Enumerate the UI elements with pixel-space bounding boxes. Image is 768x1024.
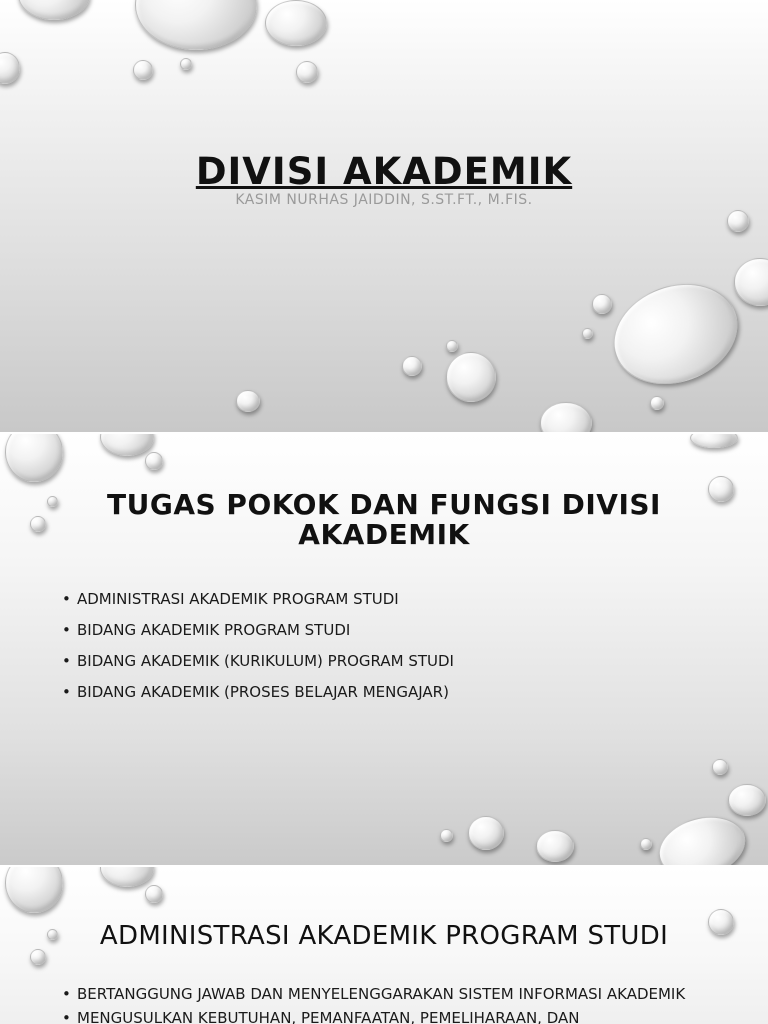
water-drop-decoration: [734, 258, 768, 306]
list-item-text: BIDANG AKADEMIK PROGRAM STUDI: [77, 621, 351, 639]
water-drop-decoration: [30, 516, 46, 532]
bullet-glyph: •: [62, 652, 71, 670]
water-drop-decoration: [100, 867, 154, 887]
water-drop-decoration: [640, 838, 652, 850]
water-drop-decoration: [30, 949, 46, 965]
water-drop-decoration: [100, 434, 154, 456]
list-item: [62, 587, 454, 618]
bullet-glyph: •: [62, 1009, 71, 1024]
water-drop-decoration: [690, 434, 738, 448]
bullet-list: [62, 587, 454, 711]
water-drop-decoration: [145, 452, 163, 470]
slide-title-text: DIVISI AKADEMIK: [195, 150, 573, 193]
water-drop-decoration: [180, 58, 192, 70]
bullet-glyph: •: [62, 985, 71, 1003]
slide-tugas-pokok: [0, 434, 768, 865]
water-drop-decoration: [5, 867, 63, 913]
list-item: [62, 983, 685, 1007]
slide-administrasi: [0, 867, 768, 1024]
water-drop-decoration: [236, 390, 260, 412]
slide-title: [0, 0, 768, 432]
water-drop-decoration: [446, 352, 496, 402]
list-item: [62, 649, 454, 680]
water-drop-decoration: [265, 0, 327, 46]
water-drop-decoration: [536, 830, 574, 862]
water-drop-decoration: [47, 496, 58, 507]
list-item: [62, 680, 454, 711]
water-drop-decoration: [0, 52, 20, 84]
bullet-glyph: •: [62, 683, 71, 701]
water-drop-decoration: [135, 0, 257, 50]
water-drop-decoration: [440, 829, 453, 842]
list-item-text: BERTANGGUNG JAWAB DAN MENYELENGGARAKAN SISTEM INFORMASI AKADEMIK: [77, 985, 686, 1003]
list-item-text: BIDANG AKADEMIK (PROSES BELAJAR MENGAJAR): [77, 683, 449, 701]
water-drop-decoration: [133, 60, 153, 80]
water-drop-decoration: [727, 210, 749, 232]
water-drop-decoration: [296, 61, 318, 83]
water-drop-decoration: [712, 759, 728, 775]
list-item: [62, 1007, 685, 1024]
water-drop-decoration: [599, 267, 751, 401]
water-drop-decoration: [708, 476, 734, 502]
water-drop-decoration: [468, 816, 504, 850]
list-item-text: MENGUSULKAN KEBUTUHAN, PEMANFAATAN, PEMELIHARAAN, DAN: [77, 1009, 580, 1024]
water-drop-decoration: [540, 402, 592, 432]
slide-heading: TUGAS POKOK DAN FUNGSI DIVISI AKADEMIK: [107, 488, 661, 551]
water-drop-decoration: [592, 294, 612, 314]
bullet-glyph: •: [62, 590, 71, 608]
water-drop-decoration: [446, 340, 458, 352]
slide-heading: ADMINISTRASI AKADEMIK PROGRAM STUDI: [99, 921, 669, 951]
water-drop-decoration: [18, 0, 90, 20]
water-drop-decoration: [402, 356, 422, 376]
bullet-list: [62, 983, 685, 1024]
bullet-glyph: •: [62, 621, 71, 639]
water-drop-decoration: [582, 328, 593, 339]
slide-subtitle: KASIM NURHAS JAIDDIN, S.ST.FT., M.FIS.: [235, 192, 533, 208]
water-drop-decoration: [652, 808, 752, 865]
water-drop-decoration: [728, 784, 766, 816]
water-drop-decoration: [650, 396, 664, 410]
water-drop-decoration: [5, 434, 63, 482]
water-drop-decoration: [145, 885, 163, 903]
list-item-text: ADMINISTRASI AKADEMIK PROGRAM STUDI: [77, 590, 399, 608]
list-item-text: BIDANG AKADEMIK (KURIKULUM) PROGRAM STUDI: [77, 652, 454, 670]
list-item: [62, 618, 454, 649]
